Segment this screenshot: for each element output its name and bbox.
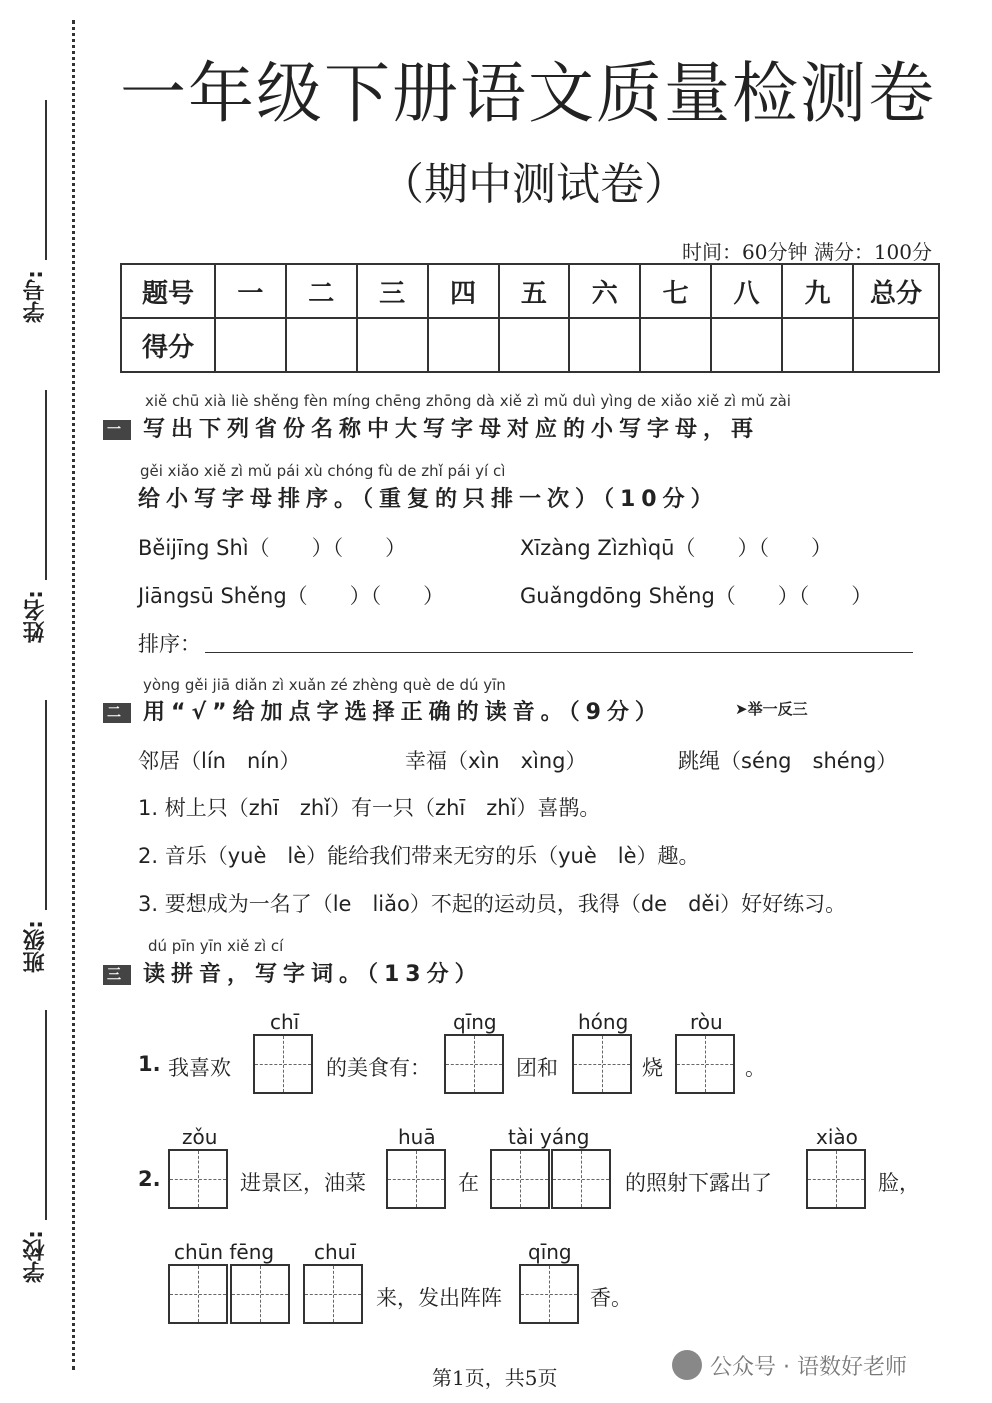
score-cell[interactable] xyxy=(640,318,711,372)
score-row-label: 得分 xyxy=(121,318,215,372)
score-cell[interactable] xyxy=(215,318,286,372)
q3-r1-text-1: 我喜欢 xyxy=(168,1056,231,1080)
school-line xyxy=(45,1010,47,1220)
score-cell[interactable] xyxy=(782,318,853,372)
page-number: 第1页，共5页 xyxy=(432,1366,558,1390)
score-header-cell: 八 xyxy=(711,264,782,318)
q2-word-1: 邻居（lín nín） xyxy=(138,749,301,773)
q2-word-3: 跳绳（séng shéng） xyxy=(678,749,898,773)
class-line xyxy=(45,700,47,910)
q2-instruction xyxy=(103,695,663,726)
q3-r1-text-2: 的美食有： xyxy=(326,1056,431,1080)
wechat-icon xyxy=(672,1350,702,1380)
section-1-icon: 一 xyxy=(103,420,131,440)
q3-r3-pinyin-1: chūn fēng xyxy=(174,1240,275,1264)
writing-box[interactable] xyxy=(519,1264,579,1324)
q2-text: 用“√”给加点字选择正确的读音。（9分） xyxy=(143,700,663,725)
q1-sort-answer-line[interactable] xyxy=(205,652,913,653)
class-label: 班级: xyxy=(23,920,48,973)
exam-meta: 时间：60分钟 满分：100分 xyxy=(682,240,932,264)
score-header-cell: 题号 xyxy=(121,264,215,318)
writing-box[interactable] xyxy=(444,1034,504,1094)
writing-box[interactable] xyxy=(253,1034,313,1094)
q3-r3-text-1: 来，发出阵阵 xyxy=(376,1286,502,1310)
name-label: 姓名: xyxy=(23,590,48,643)
section-3-icon: 三 xyxy=(103,965,131,985)
score-header-cell: 九 xyxy=(782,264,853,318)
writing-box[interactable] xyxy=(386,1149,446,1209)
q3-r3-text-2: 香。 xyxy=(590,1286,632,1310)
q1-instruction-2: 给小写字母排序。（重复的只排一次）（10分） xyxy=(138,487,719,512)
writing-box[interactable] xyxy=(806,1149,866,1209)
score-row xyxy=(121,318,939,372)
score-header-row xyxy=(121,264,939,318)
q3-text: 读拼音，写字词。（13分） xyxy=(143,962,483,987)
score-cell[interactable] xyxy=(428,318,499,372)
q3-r2-number: 2. xyxy=(138,1167,161,1191)
fold-line xyxy=(72,20,75,1370)
score-cell[interactable] xyxy=(499,318,570,372)
student-id-line xyxy=(45,100,47,260)
name-line xyxy=(45,390,47,580)
section-2-icon: 二 xyxy=(103,703,131,723)
writing-box[interactable] xyxy=(572,1034,632,1094)
score-header-cell: 七 xyxy=(640,264,711,318)
writing-box[interactable] xyxy=(230,1264,290,1324)
q1-text-1: 写出下列省份名称中大写字母对应的小写字母，再 xyxy=(143,417,760,442)
q3-r2-pinyin-4: xiào xyxy=(816,1125,858,1149)
score-cell[interactable] xyxy=(286,318,357,372)
score-cell[interactable] xyxy=(569,318,640,372)
watermark: 公众号 · 语数好老师 xyxy=(710,1355,907,1380)
writing-box[interactable] xyxy=(675,1034,735,1094)
writing-box[interactable] xyxy=(168,1149,228,1209)
score-header-cell: 五 xyxy=(499,264,570,318)
score-cell[interactable] xyxy=(357,318,428,372)
student-id-label: 学号: xyxy=(23,270,48,323)
q3-r2-pinyin-2: huā xyxy=(398,1125,436,1149)
q2-pinyin-1: yòng gěi jiā diǎn zì xuǎn zé zhèng què de dú yīn xyxy=(143,676,506,694)
q3-r2-text-1: 进景区，油菜 xyxy=(240,1171,366,1195)
q1-pinyin-1: xiě chū xià liè shěng fèn míng chēng zhōng dà xiě zì mǔ duì yìng de xiǎo xiě zì mǔ zài xyxy=(145,392,791,410)
q1-item-jiangsu: Jiāngsū Shěng（ ）（ ） xyxy=(138,584,445,608)
q3-r2-text-3: 的照射下露出了 xyxy=(625,1171,772,1195)
q2-word-2: 幸福（xìn xìng） xyxy=(405,749,587,773)
q3-r1-text-3: 团和 xyxy=(516,1056,558,1080)
q3-r1-pinyin-4: ròu xyxy=(690,1010,723,1034)
q3-r1-text-5: 。 xyxy=(745,1056,766,1080)
score-header-cell: 一 xyxy=(215,264,286,318)
score-header-cell: 二 xyxy=(286,264,357,318)
score-header-cell: 三 xyxy=(357,264,428,318)
score-cell[interactable] xyxy=(711,318,782,372)
q1-sort-label: 排序： xyxy=(138,632,201,656)
writing-box[interactable] xyxy=(303,1264,363,1324)
q3-r1-text-4: 烧 xyxy=(642,1056,663,1080)
q2-sentence-3: 3. 要想成为一名了（le liǎo）不起的运动员，我得（de děi）好好练习。 xyxy=(138,892,847,916)
q3-instruction xyxy=(103,957,483,988)
writing-box[interactable] xyxy=(168,1264,228,1324)
writing-box[interactable] xyxy=(490,1149,550,1209)
q2-sentence-2: 2. 音乐（yuè lè）能给我们带来无穷的乐（yuè lè）趣。 xyxy=(138,844,700,868)
q3-r2-text-4: 脸， xyxy=(878,1171,920,1195)
score-header-cell: 总分 xyxy=(853,264,939,318)
q3-r1-pinyin-3: hóng xyxy=(578,1010,629,1034)
q3-r3-pinyin-3: qīng xyxy=(528,1240,572,1264)
q1-pinyin-2: gěi xiǎo xiě zì mǔ pái xù chóng fù de zhǐ pái yí cì xyxy=(140,462,506,480)
score-cell[interactable] xyxy=(853,318,939,372)
writing-box[interactable] xyxy=(551,1149,611,1209)
q3-r1-pinyin-1: chī xyxy=(270,1010,300,1034)
q3-pinyin-1: dú pīn yīn xiě zì cí xyxy=(148,937,284,955)
q1-item-xizang: Xīzàng Zìzhìqū（ ）（ ） xyxy=(520,536,832,560)
score-header-cell: 四 xyxy=(428,264,499,318)
score-header-cell: 六 xyxy=(569,264,640,318)
q3-r2-text-2: 在 xyxy=(458,1171,479,1195)
q2-tag: ➤举一反三 xyxy=(735,700,808,718)
page-title: 一年级下册语文质量检测卷 xyxy=(120,55,936,132)
score-table xyxy=(120,263,940,373)
q3-r1-number: 1. xyxy=(138,1052,161,1076)
q3-r2-pinyin-1: zǒu xyxy=(182,1125,218,1149)
q1-instruction-1 xyxy=(103,412,759,443)
q2-sentence-1: 1. 树上只（zhī zhǐ）有一只（zhī zhǐ）喜鹊。 xyxy=(138,796,601,820)
q3-r2-pinyin-3: tài yáng xyxy=(508,1125,590,1149)
q3-r1-pinyin-2: qīng xyxy=(453,1010,497,1034)
q1-item-guangdong: Guǎngdōng Shěng（ ）（ ） xyxy=(520,584,873,608)
q1-item-beijing: Běijīng Shì（ ）（ ） xyxy=(138,536,407,560)
page-subtitle: （期中测试卷） xyxy=(380,159,688,210)
school-label: 学校: xyxy=(23,1230,48,1283)
q3-r3-pinyin-2: chuī xyxy=(314,1240,356,1264)
